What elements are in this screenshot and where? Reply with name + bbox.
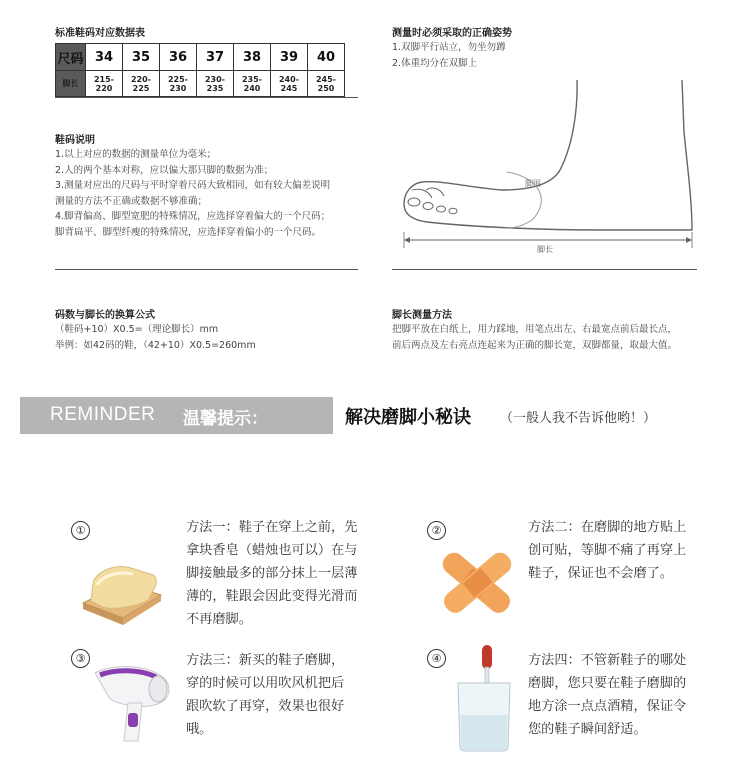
size-note-line: 3.测量对应出的尺码与平时穿着尺码大致相同，如有较大偏差说明	[55, 180, 331, 191]
length-cell: 215-220	[86, 71, 123, 97]
method-line: 脚接触最多的部分抹上一层薄	[186, 566, 358, 581]
length-cell: 240-245	[271, 71, 308, 97]
girth-label: 脚围	[525, 179, 541, 188]
size-cell: 35	[123, 44, 160, 71]
length-cell: 245-250	[308, 71, 345, 97]
length-cell: 220-225	[123, 71, 160, 97]
method-line: 薄的，鞋跟会因此变得光滑而	[186, 589, 358, 604]
method-line: 创可贴，等脚不痛了再穿上	[528, 543, 687, 558]
posture-line: 1.双脚平行站立，勿坐勿蹲	[392, 42, 506, 53]
size-notes-title: 鞋码说明	[55, 135, 95, 146]
method-line: 方法四：不管新鞋子的哪处	[528, 653, 687, 668]
bandage-icon	[432, 540, 522, 625]
method-line: 方法三：新买的鞋子磨脚，	[186, 653, 345, 668]
size-note-line: 4.脚背偏高、脚型宽肥的特殊情况，应选择穿着偏大的一个尺码；	[55, 211, 331, 222]
measure-line: 前后两点及左右亮点连起来为正确的脚长宽，双脚都量，取最大值。	[392, 339, 678, 351]
size-note-line: 脚背扁平、脚型纤瘦的特殊情况，应选择穿着偏小的一个尺码。	[55, 226, 322, 238]
method-line: 穿的时候可以用吹风机把后	[186, 676, 345, 691]
method-4-text	[528, 649, 686, 741]
method-line: 您的鞋子瞬间舒适。	[528, 722, 647, 737]
size-cell: 39	[271, 44, 308, 71]
formula-title: 码数与脚长的换算公式	[55, 310, 155, 321]
length-cell: 235-240	[234, 71, 271, 97]
method-line: 哦。	[186, 722, 213, 737]
divider	[55, 269, 358, 270]
length-row-label: 脚长	[56, 71, 86, 97]
size-notes	[55, 147, 330, 240]
method-2-text	[528, 516, 686, 585]
method-line: 磨脚，您只要在鞋子磨脚的	[528, 676, 687, 691]
size-note-line: 1.以上对应的数据的测量单位为毫米；	[55, 149, 217, 160]
method-number: ②	[427, 521, 446, 540]
divider	[55, 97, 358, 98]
size-note-line: 测量的方法不正确或数据不够准确；	[55, 195, 208, 207]
formula-text	[55, 322, 256, 353]
method-line: 拿块香皂（蜡烛也可以）在与	[186, 543, 358, 558]
reminder-en: REMINDER	[50, 404, 156, 425]
length-cell: 230-235	[197, 71, 234, 97]
soap-icon	[73, 543, 168, 628]
hair-dryer-icon	[90, 655, 175, 745]
measure-line: 把脚平放在白纸上，用力踩地，用笔点出左、右最宽点前后最长点，	[392, 324, 678, 335]
divider	[392, 269, 697, 270]
method-line: 鞋子，保证也不会磨了。	[528, 566, 674, 581]
method-number: ①	[71, 521, 90, 540]
method-line: 跟吹软了再穿，效果也很好	[186, 699, 345, 714]
length-cell: 225-230	[160, 71, 197, 97]
measure-text	[392, 322, 677, 353]
method-line: 方法一：鞋子在穿上之前，先	[186, 520, 358, 535]
measure-title: 脚长测量方法	[392, 310, 452, 321]
method-1-text	[186, 516, 357, 631]
size-cell: 36	[160, 44, 197, 71]
size-table-title: 标准鞋码对应数据表	[55, 28, 145, 39]
size-cell: 34	[86, 44, 123, 71]
method-number: ③	[71, 649, 90, 668]
posture-text	[392, 40, 506, 71]
size-cell: 40	[308, 44, 345, 71]
size-note-line: 2.人的两个基本对称，应以偏大那只脚的数据为准；	[55, 164, 274, 176]
reminder-banner	[20, 397, 333, 434]
formula-example: 举例：如42码的鞋，（42+10）X0.5=260mm	[55, 339, 256, 351]
tips-title: 解决磨脚小秘诀	[345, 407, 471, 428]
size-cell: 38	[234, 44, 271, 71]
alcohol-dropper-icon	[452, 643, 517, 753]
method-line: 不再磨脚。	[186, 612, 252, 627]
length-label: 脚长	[537, 245, 553, 254]
formula-line: （鞋码+10）X0.5=（理论脚长）mm	[55, 324, 219, 335]
tips-subtitle: （一般人我不告诉他哟！）	[500, 411, 657, 426]
method-number: ④	[427, 649, 446, 668]
method-line: 地方涂一点点酒精，保证令	[528, 699, 687, 714]
method-line: 方法二：在磨脚的地方贴上	[528, 520, 687, 535]
reminder-cn: 温馨提示：	[183, 409, 268, 429]
size-cell: 37	[197, 44, 234, 71]
posture-line: 2.体重均分在双脚上	[392, 57, 478, 69]
foot-diagram	[392, 72, 702, 272]
method-3-text	[186, 649, 344, 741]
size-row-label: 尺码	[56, 44, 86, 71]
posture-title: 测量时必须采取的正确姿势	[392, 28, 512, 39]
size-table	[55, 43, 345, 97]
